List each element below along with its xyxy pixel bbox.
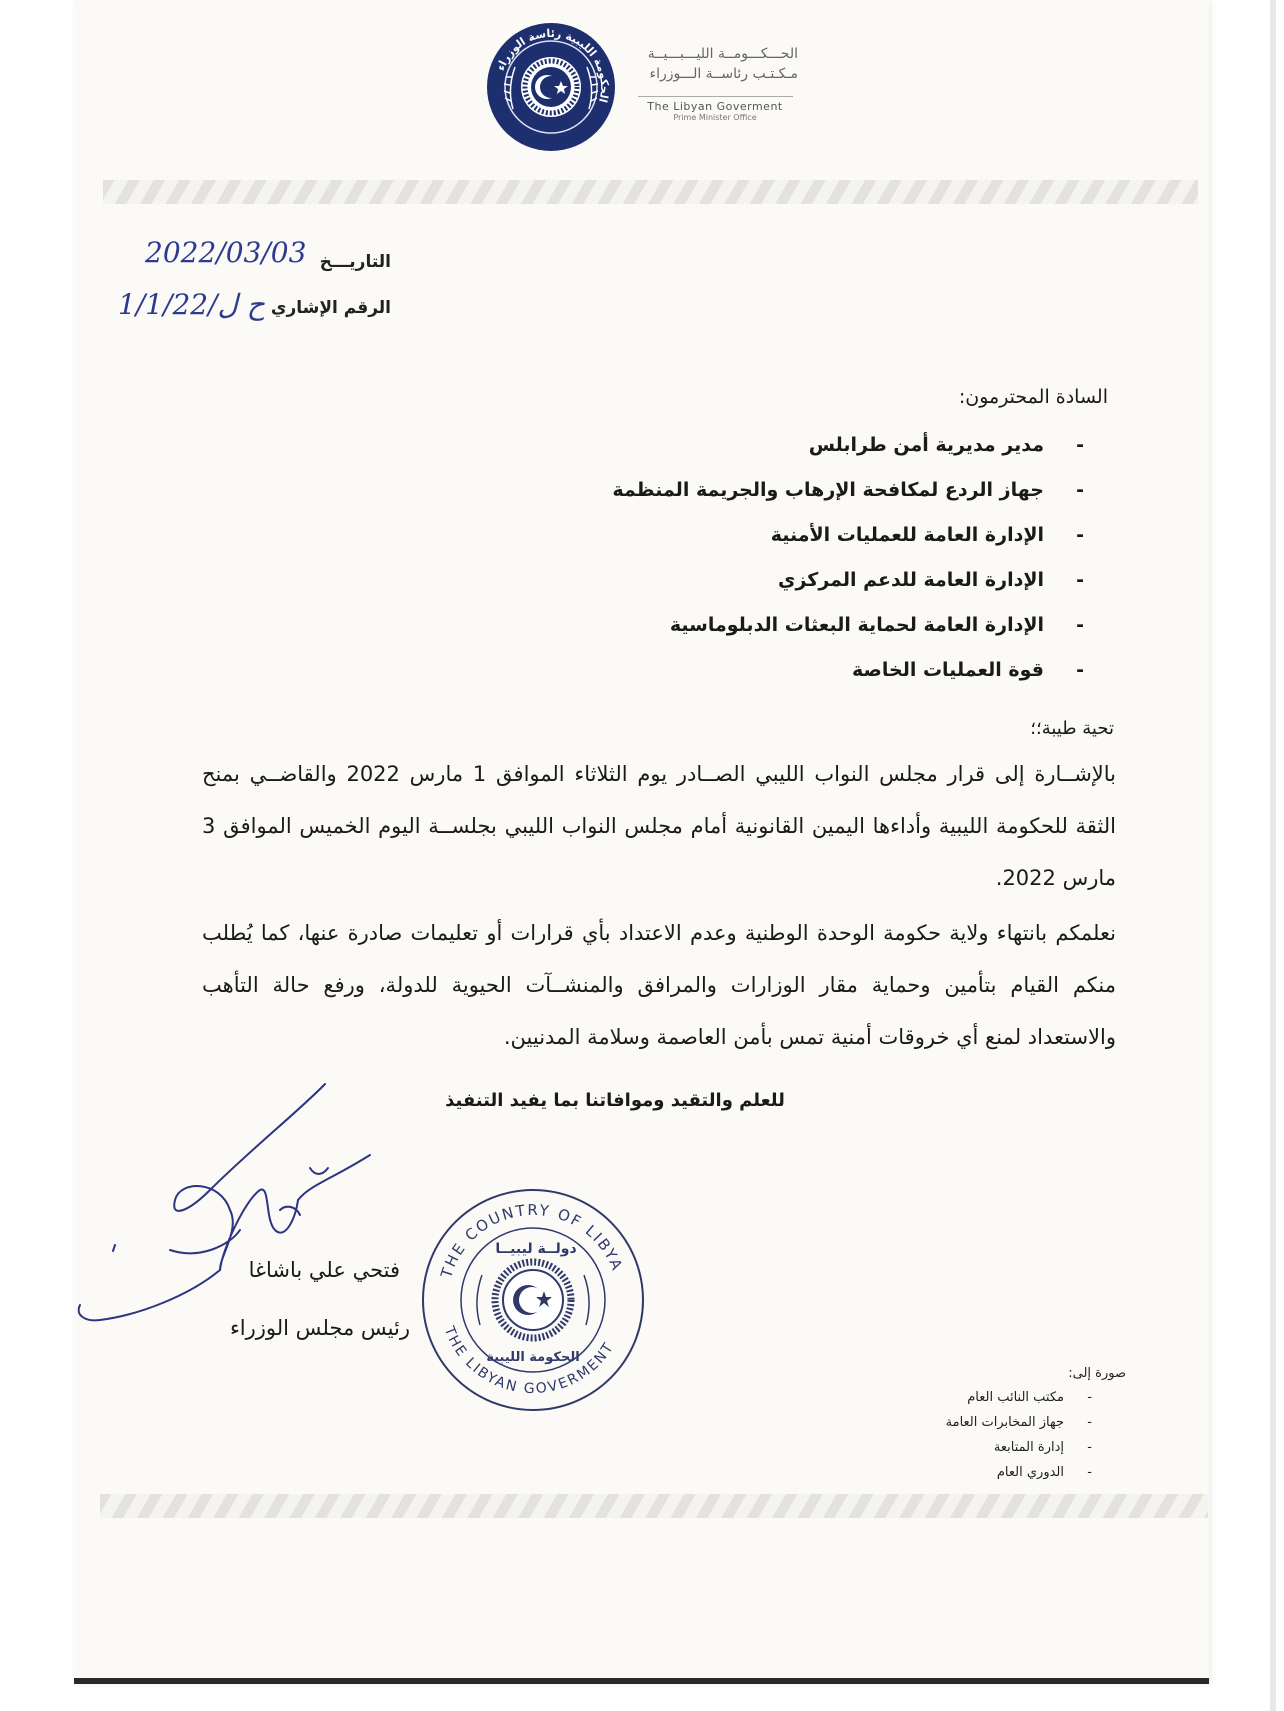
office-name-ar: مـكـتـب رئاســة الـــوزراء bbox=[649, 66, 798, 82]
header-arabic bbox=[648, 44, 798, 84]
page-edge bbox=[1270, 0, 1276, 1711]
signatory-name: فتحي علي باشاغا bbox=[248, 1258, 400, 1282]
list-item: - الإدارة العامة للدعم المركزي bbox=[612, 565, 1084, 610]
list-item: - قوة العمليات الخاصة bbox=[612, 655, 1084, 700]
cc-label: صورة إلى: bbox=[1068, 1366, 1126, 1381]
list-item: - الدوري العام bbox=[946, 1465, 1092, 1490]
list-item: - إدارة المتابعة bbox=[946, 1440, 1092, 1465]
decorative-band-top bbox=[103, 180, 1198, 204]
header-english bbox=[640, 100, 790, 122]
reference-value: ح ل/1/1/22 bbox=[118, 288, 265, 321]
stamp-inner-bottom-text: الحكومة الليبية bbox=[486, 1350, 580, 1365]
signatory-title: رئيس مجلس الوزراء bbox=[229, 1316, 410, 1340]
cc-list bbox=[946, 1390, 1092, 1490]
paragraph-2: نعلمكم بانتهاء ولاية حكومة الوحدة الوطنية وعدم الاعتداد بأي قرارات أو تعليمات صادرة عنها، كما يُطلب منكم القيام بتأمين وحماية مقار الوزارات والمرافق والمنشــآت الحيوية للدولة، ورفع حالة التأهب والاستعداد لمنع أي خروقات أمنية تمس بأمن العاصمة وسلامة المدنيين. bbox=[202, 921, 1116, 1049]
header-divider bbox=[638, 96, 793, 97]
list-item: - الإدارة العامة للعمليات الأمنية bbox=[612, 520, 1084, 565]
official-stamp bbox=[418, 1185, 648, 1415]
list-item: - الإدارة العامة لحماية البعثات الدبلوماسية bbox=[612, 610, 1084, 655]
libyan-government-emblem-icon bbox=[485, 17, 617, 157]
paragraph-1: بالإشــارة إلى قرار مجلس النواب الليبي الصــادر يوم الثلاثاء الموافق 1 مارس 2022 والقاضــي بمنح الثقة للحكومة الليبية وأداءها اليمين القانونية أمام مجلس النواب الليبي بجلســة اليوم الخميس الموافق 3 مارس 2022. bbox=[202, 762, 1117, 890]
list-item: - مدير مديرية أمن طرابلس bbox=[612, 430, 1084, 475]
stamp-inner-top-text: دولــة ليبيــا bbox=[495, 1241, 577, 1257]
reference-label: الرقم الإشاري bbox=[270, 298, 391, 318]
greeting: تحية طيبة؛؛ bbox=[1030, 718, 1114, 739]
handwritten-signature bbox=[70, 1080, 400, 1340]
emblem-ring-text: الحكومة الليبية رئاسة الوزراء bbox=[494, 26, 612, 104]
addressee: السادة المحترمون: bbox=[958, 386, 1108, 408]
list-item: - مكتب النائب العام bbox=[946, 1390, 1092, 1415]
date-label: التاريـــخ bbox=[319, 252, 391, 272]
list-item: - جهاز المخابرات العامة bbox=[946, 1415, 1092, 1440]
decorative-band-bottom bbox=[100, 1494, 1208, 1518]
government-name-en: The Libyan Goverment bbox=[647, 100, 783, 113]
government-name-ar: الحـــكـــومــة الليـــبـــيــة bbox=[647, 46, 798, 62]
page-bottom-border bbox=[74, 1678, 1209, 1684]
stamp-outer-text: THE COUNTRY OF LIBYA bbox=[437, 1200, 627, 1281]
office-name-en: Prime Minister Office bbox=[673, 113, 757, 122]
recipient-list bbox=[612, 430, 1084, 700]
closing-line: للعلم والتقيد وموافاتنا بما يفيد التنفيذ bbox=[445, 1090, 785, 1111]
stamp-lower-text: THE LIBYAN GOVERMENT bbox=[440, 1324, 618, 1398]
date-value: 2022/03/03 bbox=[145, 236, 307, 269]
list-item: - جهاز الردع لمكافحة الإرهاب والجريمة المنظمة bbox=[612, 475, 1084, 520]
